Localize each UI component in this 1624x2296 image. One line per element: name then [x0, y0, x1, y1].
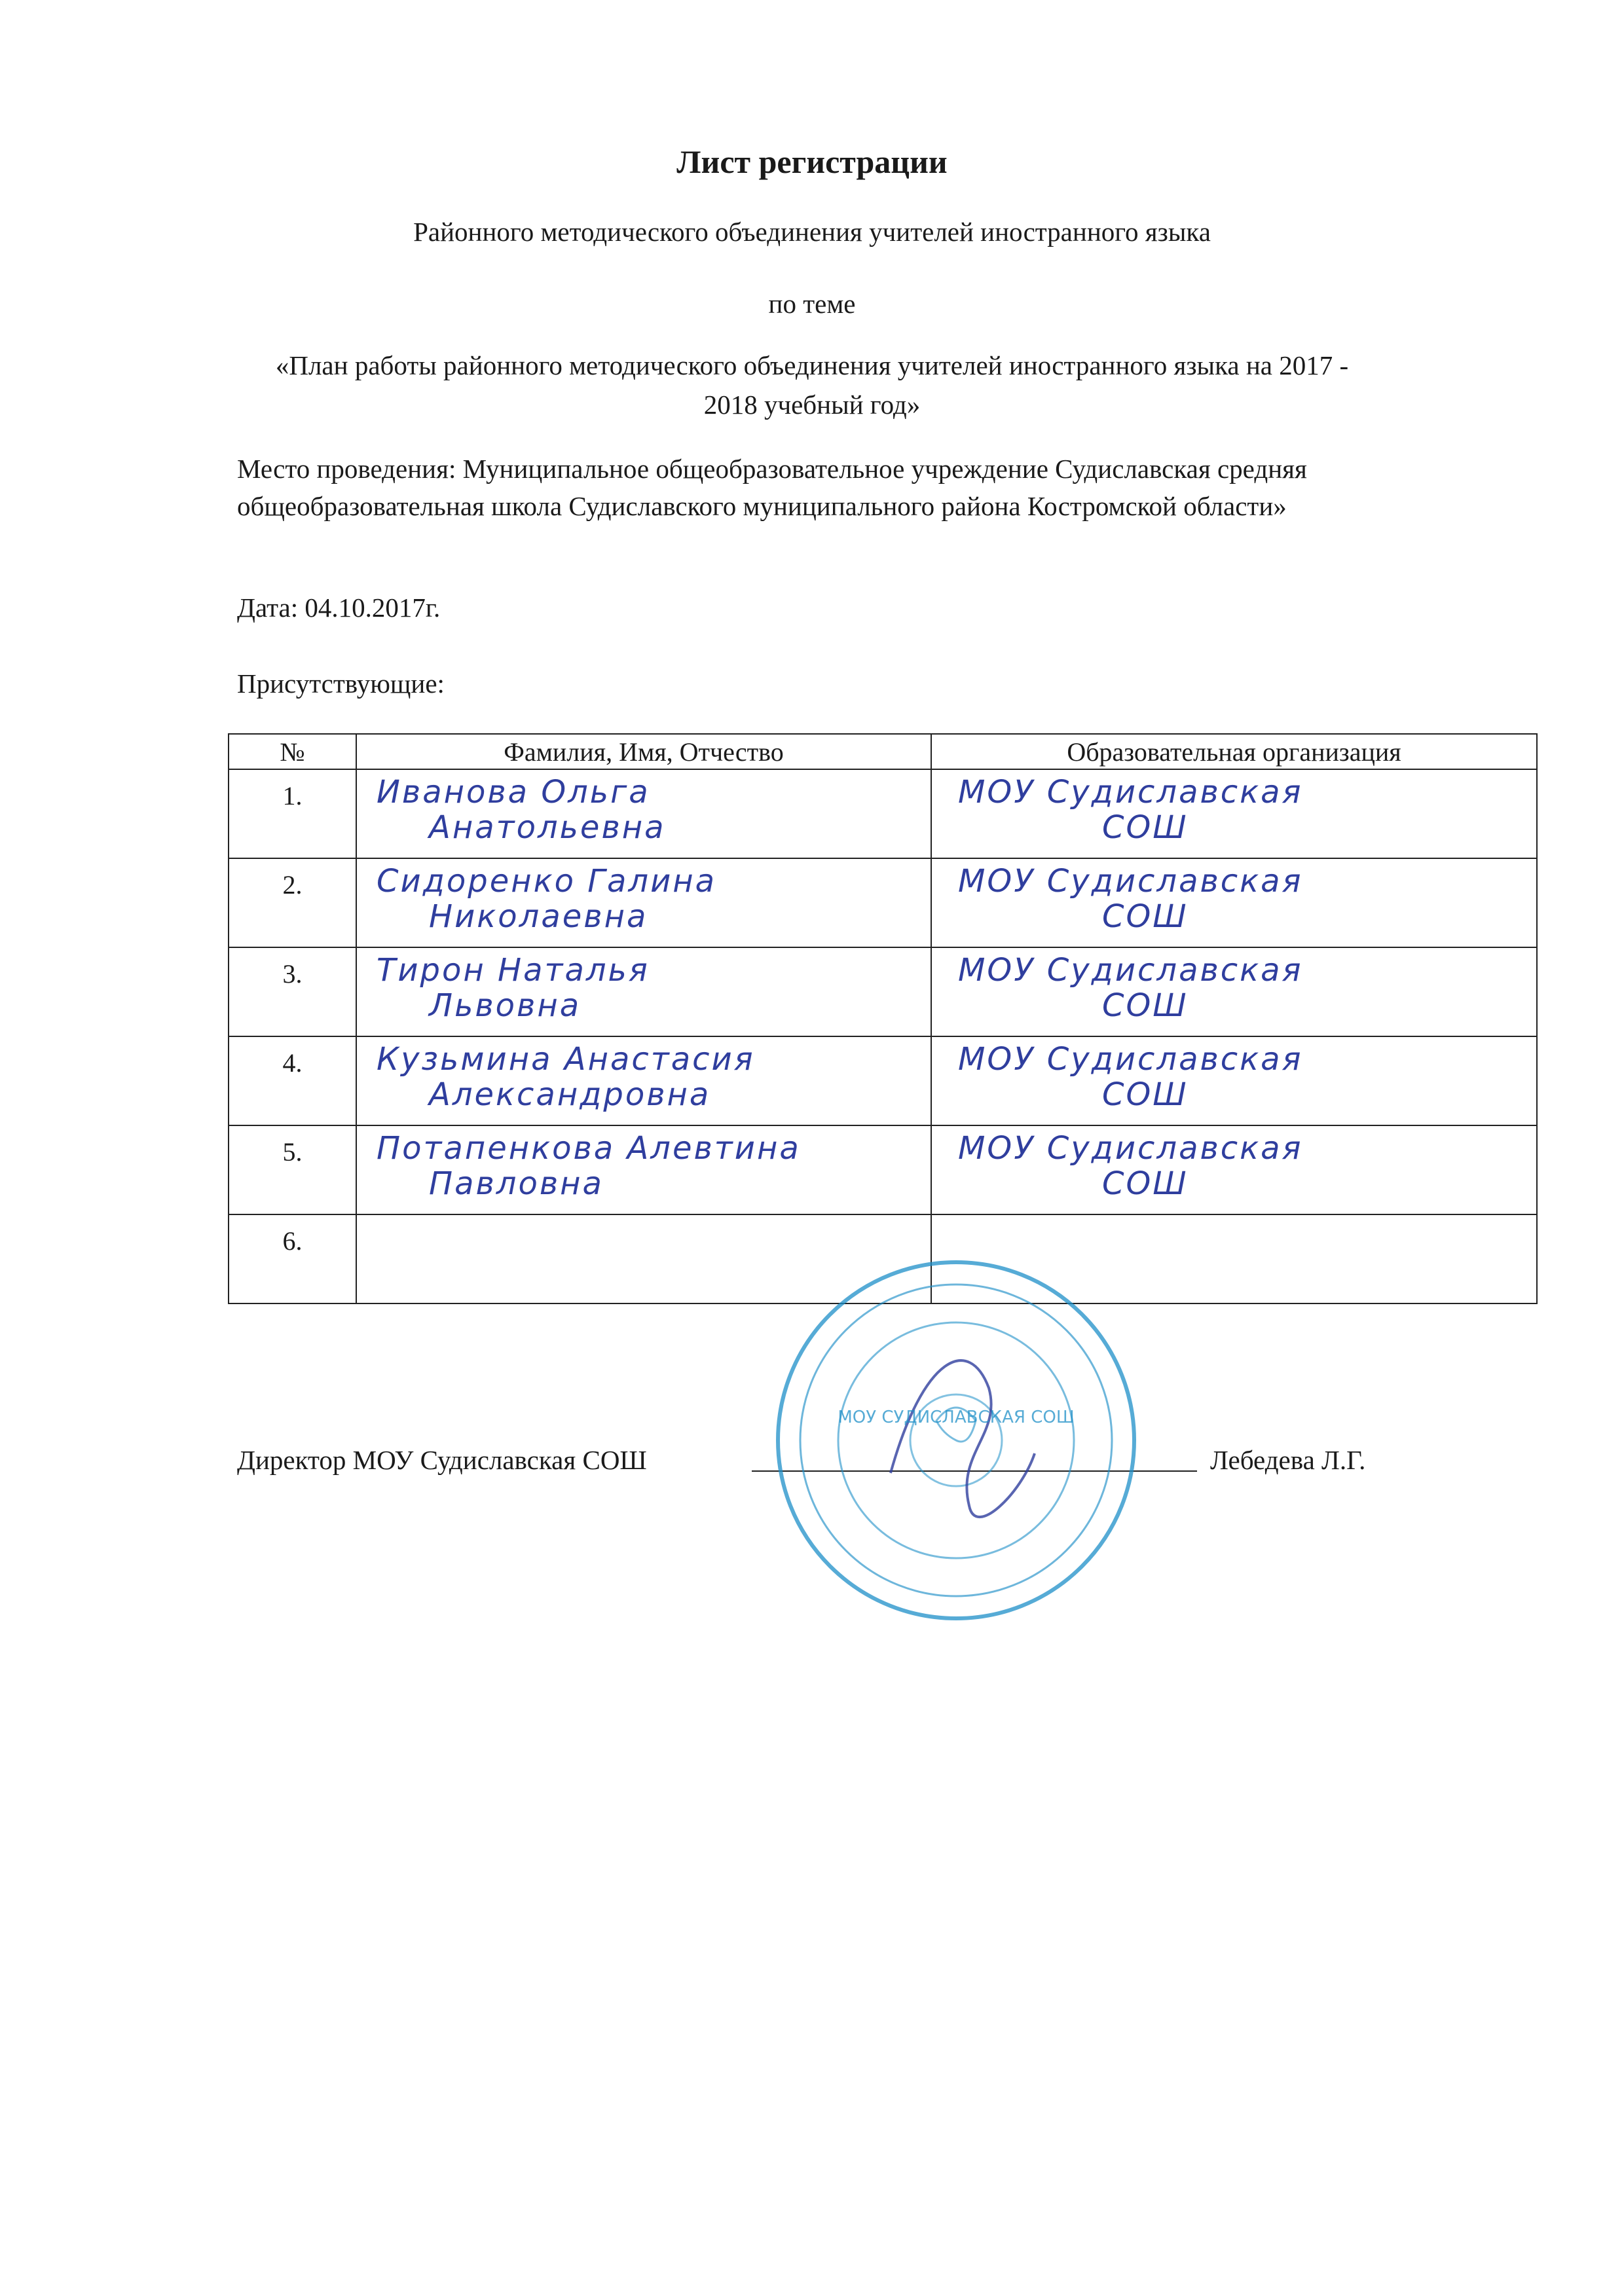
handwritten-name: Кузьмина Анастасия [377, 1041, 755, 1078]
handwritten-name: Павловна [429, 1165, 604, 1202]
table-row [229, 769, 1537, 858]
handwritten-organization: СОШ [1102, 1076, 1189, 1113]
handwritten-organization: СОШ [1102, 809, 1189, 846]
attendees-label: Присутствующие: [237, 668, 445, 699]
organization-cell [931, 858, 1537, 947]
handwritten-name: Александровна [429, 1076, 711, 1113]
handwritten-organization: МОУ Судиславская [958, 1041, 1303, 1078]
official-seal-icon [773, 1257, 1139, 1624]
header-fullname: Фамилия, Имя, Отчество [356, 734, 931, 769]
header-number: № [229, 734, 356, 769]
handwritten-name: Сидоренко Галина [377, 863, 717, 900]
date-text: Дата: 04.10.2017г. [237, 592, 441, 623]
handwritten-name: Анатольевна [429, 809, 666, 846]
handwritten-name: Тирон Наталья [377, 952, 650, 989]
organization-cell [931, 947, 1537, 1036]
table-row [229, 1036, 1537, 1125]
topic-intro: по теме [768, 289, 856, 319]
document-title: Лист регистрации [676, 143, 948, 180]
seal-text: МОУ СУДИСЛАВСКАЯ СОШ [838, 1408, 1075, 1427]
handwritten-organization: МОУ Судиславская [958, 952, 1303, 989]
header-organization: Образовательная организация [931, 734, 1537, 769]
registration-table [228, 733, 1538, 1304]
table-row [229, 1125, 1537, 1214]
handwritten-organization: СОШ [1102, 898, 1189, 935]
row-number: 2. [229, 858, 356, 947]
row-number: 4. [229, 1036, 356, 1125]
handwritten-organization: МОУ Судиславская [958, 863, 1303, 900]
handwritten-name: Николаевна [429, 898, 648, 935]
handwritten-organization: МОУ Судиславская [958, 774, 1303, 811]
name-cell [356, 769, 931, 858]
row-number: 6. [229, 1214, 356, 1303]
director-name: Лебедева Л.Г. [1210, 1445, 1366, 1475]
table-row [229, 858, 1537, 947]
subtitle-line: Районного методического объединения учителей иностранного языка [413, 217, 1211, 247]
handwritten-name: Потапенкова Алевтина [377, 1130, 801, 1167]
row-number: 1. [229, 769, 356, 858]
organization-cell [931, 1125, 1537, 1214]
row-number: 3. [229, 947, 356, 1036]
venue-text: Место проведения: Муниципальное общеобразовательное учреждение Судиславская средняя общеобразовательная школа Судиславского муниципального района Костромской области» [237, 454, 1307, 521]
table-header-row [229, 734, 1537, 769]
handwritten-organization: СОШ [1102, 987, 1189, 1024]
organization-cell [931, 1036, 1537, 1125]
table-row [229, 947, 1537, 1036]
director-label: Директор МОУ Судиславская СОШ [237, 1445, 647, 1475]
name-cell [356, 947, 931, 1036]
topic-text: «План работы районного методического объединения учителей иностранного языка на 2017 - 2018 учебный год» [275, 350, 1349, 420]
handwritten-name: Львовна [429, 987, 581, 1024]
row-number: 5. [229, 1125, 356, 1214]
handwritten-name: Иванова Ольга [377, 774, 650, 811]
organization-cell [931, 769, 1537, 858]
name-cell [356, 1125, 931, 1214]
name-cell [356, 1036, 931, 1125]
handwritten-organization: МОУ Судиславская [958, 1130, 1303, 1167]
handwritten-organization: СОШ [1102, 1165, 1189, 1202]
name-cell [356, 858, 931, 947]
